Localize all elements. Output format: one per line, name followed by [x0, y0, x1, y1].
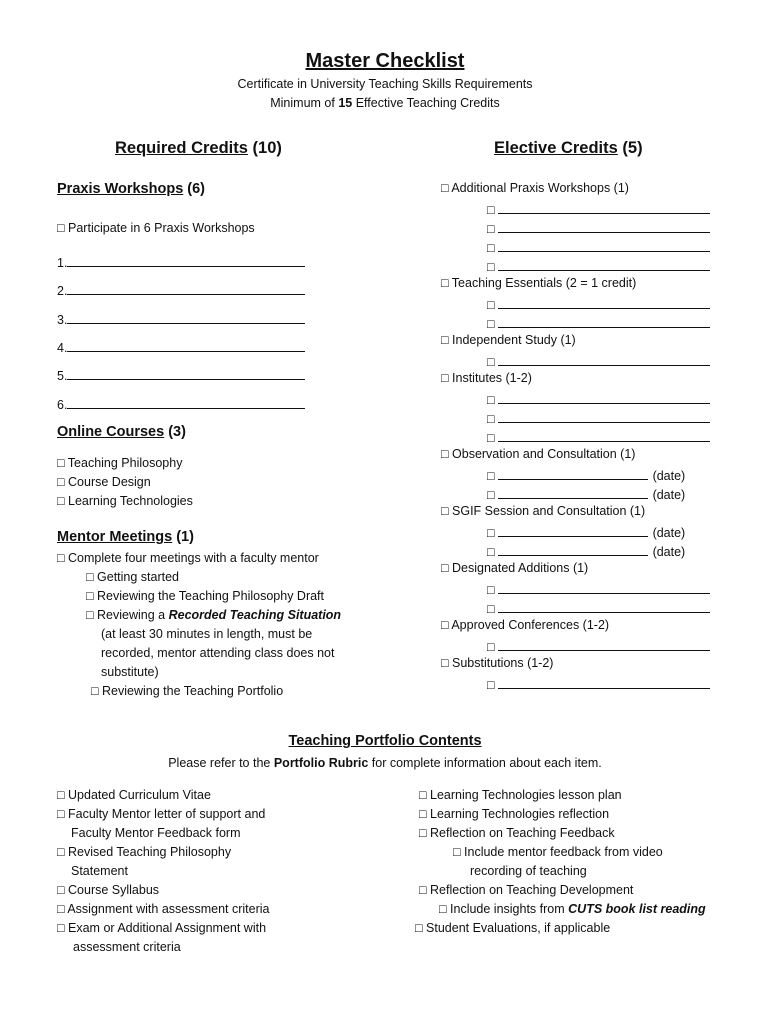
elective-group-checkbox[interactable]: □ SGIF Session and Consultation (1): [441, 504, 646, 518]
portfolio-mentor-feedback-checkbox[interactable]: □ Include mentor feedback from video: [453, 845, 663, 859]
elective-group-checkbox[interactable]: □ Designated Additions (1): [441, 561, 589, 575]
entry-checkbox[interactable]: □: [487, 355, 495, 369]
recorded-situation-pre: □ Reviewing a: [86, 608, 169, 622]
elective-group-checkbox[interactable]: □ Institutes (1-2): [441, 371, 532, 385]
credit-requirement-pre: Minimum of: [270, 96, 339, 110]
entry-checkbox[interactable]: □: [487, 678, 495, 692]
online-courses-heading: [57, 424, 186, 440]
workshop-line-6[interactable]: [57, 395, 305, 412]
entry-checkbox[interactable]: □: [487, 412, 495, 426]
entry-checkbox[interactable]: □: [487, 298, 495, 312]
entry-blank-line[interactable]: [498, 523, 648, 537]
entry-blank-line[interactable]: [498, 200, 710, 214]
entry-blank-line[interactable]: [498, 580, 710, 594]
elective-entry-row[interactable]: [487, 390, 710, 407]
portfolio-note-pre: Please refer to the: [168, 756, 274, 770]
entry-checkbox[interactable]: □: [487, 222, 495, 236]
portfolio-student-evaluations-checkbox[interactable]: □ Student Evaluations, if applicable: [415, 921, 611, 935]
mentor-meetings-heading: [57, 529, 194, 545]
entry-blank-line[interactable]: [498, 485, 648, 499]
elective-credits-label: Elective Credits: [494, 139, 618, 157]
credit-requirement: [0, 96, 770, 110]
praxis-workshops-heading: [57, 181, 205, 197]
portfolio-cuts-insights-checkbox[interactable]: [439, 902, 706, 916]
elective-entry-row[interactable]: [487, 257, 710, 274]
workshop-number: 2.: [57, 284, 68, 298]
mentor-meetings-count: (1): [172, 529, 194, 545]
recorded-situation-note-line: substitute): [101, 665, 159, 679]
credit-requirement-post: Effective Teaching Credits: [352, 96, 500, 110]
elective-entry-row[interactable]: [487, 314, 710, 331]
entry-checkbox[interactable]: □: [487, 583, 495, 597]
entry-checkbox[interactable]: □: [487, 526, 495, 540]
elective-entry-row[interactable]: [487, 542, 685, 559]
workshop-line-4[interactable]: [57, 338, 305, 355]
elective-entry-row[interactable]: [487, 428, 710, 445]
workshop-blank[interactable]: [67, 253, 305, 267]
portfolio-note-post: for complete information about each item.: [368, 756, 602, 770]
entry-checkbox[interactable]: □: [487, 640, 495, 654]
portfolio-note: [0, 756, 770, 770]
date-label: (date): [652, 469, 686, 483]
elective-entry-row[interactable]: [487, 466, 685, 483]
elective-entry-row[interactable]: [487, 599, 710, 616]
workshop-line-5[interactable]: [57, 366, 305, 383]
entry-blank-line[interactable]: [498, 238, 710, 252]
entry-checkbox[interactable]: □: [487, 488, 495, 502]
entry-blank-line[interactable]: [498, 542, 648, 556]
mentor-meetings-checkbox[interactable]: □ Complete four meetings with a faculty mentor: [57, 551, 319, 565]
elective-group-checkbox[interactable]: □ Additional Praxis Workshops (1): [441, 181, 629, 195]
elective-entry-row[interactable]: [487, 295, 710, 312]
entry-checkbox[interactable]: □: [487, 602, 495, 616]
portfolio-lesson-plan-checkbox[interactable]: □ Learning Technologies lesson plan: [419, 788, 622, 802]
entry-blank-line[interactable]: [498, 390, 710, 404]
workshop-blank[interactable]: [67, 395, 305, 409]
workshop-blank[interactable]: [67, 281, 305, 295]
workshop-number: 4.: [57, 341, 68, 355]
course-learning-technologies-checkbox[interactable]: □ Learning Technologies: [57, 494, 193, 508]
elective-entry-row[interactable]: [487, 352, 710, 369]
entry-blank-line[interactable]: [498, 675, 710, 689]
entry-blank-line[interactable]: [498, 428, 710, 442]
portfolio-feedback-reflection-checkbox[interactable]: □ Reflection on Teaching Feedback: [419, 826, 615, 840]
date-label: (date): [652, 488, 686, 502]
entry-blank-line[interactable]: [498, 466, 648, 480]
elective-credits-count: (5): [617, 139, 643, 157]
entry-blank-line[interactable]: [498, 599, 710, 613]
entry-checkbox[interactable]: □: [487, 241, 495, 255]
workshop-number: 6.: [57, 398, 68, 412]
entry-blank-line[interactable]: [498, 314, 710, 328]
page-subtitle: Certificate in University Teaching Skills Requirements: [237, 77, 533, 91]
portfolio-exam-checkbox[interactable]: □ Exam or Additional Assignment with: [57, 921, 267, 935]
elective-group-checkbox[interactable]: □ Teaching Essentials (2 = 1 credit): [441, 276, 637, 290]
workshop-line-2[interactable]: [57, 281, 305, 298]
elective-entry-row[interactable]: [487, 485, 685, 502]
portfolio-mentor-letter-checkbox[interactable]: □ Faculty Mentor letter of support and: [57, 807, 266, 821]
elective-group-checkbox[interactable]: □ Independent Study (1): [441, 333, 576, 347]
mentor-philosophy-draft-checkbox[interactable]: □ Reviewing the Teaching Philosophy Draft: [86, 589, 325, 603]
elective-credits-heading: [494, 139, 643, 158]
entry-checkbox[interactable]: □: [487, 317, 495, 331]
workshop-blank[interactable]: [67, 366, 305, 380]
mentor-teaching-portfolio-checkbox[interactable]: □ Reviewing the Teaching Portfolio: [91, 684, 284, 698]
praxis-workshops-count: (6): [183, 181, 206, 197]
elective-entry-row[interactable]: [487, 219, 710, 236]
entry-checkbox[interactable]: □: [487, 393, 495, 407]
portfolio-item-continuation: assessment criteria: [73, 940, 181, 954]
portfolio-item-continuation: recording of teaching: [470, 864, 587, 878]
recorded-situation-emphasis: Recorded Teaching Situation: [168, 608, 342, 622]
required-credits-heading: [115, 139, 282, 158]
portfolio-heading: Teaching Portfolio Contents: [288, 733, 482, 749]
recorded-situation-note-line: (at least 30 minutes in length, must be: [101, 627, 313, 641]
date-label: (date): [652, 545, 686, 559]
elective-entry-row[interactable]: [487, 409, 710, 426]
portfolio-development-reflection-checkbox[interactable]: □ Reflection on Teaching Development: [419, 883, 634, 897]
course-teaching-philosophy-checkbox[interactable]: □ Teaching Philosophy: [57, 456, 183, 470]
elective-group-checkbox[interactable]: □ Approved Conferences (1-2): [441, 618, 610, 632]
elective-entry-row[interactable]: [487, 523, 685, 540]
mentor-recorded-situation-checkbox[interactable]: [86, 608, 341, 622]
cuts-book-list: CUTS book list reading: [568, 902, 706, 916]
entry-blank-line[interactable]: [498, 637, 710, 651]
entry-blank-line[interactable]: [498, 409, 710, 423]
page-title: Master Checklist: [305, 50, 465, 72]
entry-blank-line[interactable]: [498, 352, 710, 366]
workshop-line-1[interactable]: [57, 253, 305, 270]
portfolio-assignment-checkbox[interactable]: □ Assignment with assessment criteria: [57, 902, 270, 916]
elective-entry-row[interactable]: [487, 200, 710, 217]
elective-entry-row[interactable]: [487, 675, 710, 692]
mentor-meetings-label: Mentor Meetings: [57, 529, 173, 545]
online-courses-label: Online Courses: [57, 424, 165, 440]
workshop-number: 1.: [57, 256, 68, 270]
entry-checkbox[interactable]: □: [487, 431, 495, 445]
elective-group-checkbox[interactable]: □ Observation and Consultation (1): [441, 447, 636, 461]
elective-entry-row[interactable]: [487, 238, 710, 255]
portfolio-rubric-reference: Portfolio Rubric: [273, 756, 369, 770]
workshop-number: 3.: [57, 313, 68, 327]
workshop-number: 5.: [57, 369, 68, 383]
entry-blank-line[interactable]: [498, 295, 710, 309]
mentor-getting-started-checkbox[interactable]: □ Getting started: [86, 570, 180, 584]
elective-group-checkbox[interactable]: □ Substitutions (1-2): [441, 656, 554, 670]
entry-blank-line[interactable]: [498, 219, 710, 233]
workshop-blank[interactable]: [67, 338, 305, 352]
portfolio-cv-checkbox[interactable]: □ Updated Curriculum Vitae: [57, 788, 211, 802]
portfolio-item-continuation: Faculty Mentor Feedback form: [71, 826, 241, 840]
entry-blank-line[interactable]: [498, 257, 710, 271]
portfolio-item-continuation: Statement: [71, 864, 128, 878]
portfolio-tech-reflection-checkbox[interactable]: □ Learning Technologies reflection: [419, 807, 610, 821]
portfolio-syllabus-checkbox[interactable]: □ Course Syllabus: [57, 883, 160, 897]
course-design-checkbox[interactable]: □ Course Design: [57, 475, 151, 489]
online-courses-count: (3): [164, 424, 186, 440]
workshop-blank[interactable]: [67, 310, 305, 324]
credit-requirement-number: 15: [338, 96, 353, 110]
entry-checkbox[interactable]: □: [487, 260, 495, 274]
portfolio-philosophy-checkbox[interactable]: □ Revised Teaching Philosophy: [57, 845, 232, 859]
entry-checkbox[interactable]: □: [487, 469, 495, 483]
elective-entry-row[interactable]: [487, 580, 710, 597]
required-credits-label: Required Credits: [115, 139, 248, 157]
participate-praxis-checkbox[interactable]: □ Participate in 6 Praxis Workshops: [57, 221, 255, 235]
required-credits-count: (10): [247, 139, 282, 157]
entry-checkbox[interactable]: □: [487, 545, 495, 559]
entry-checkbox[interactable]: □: [487, 203, 495, 217]
cuts-insights-pre: □ Include insights from: [439, 902, 569, 916]
praxis-workshops-label: Praxis Workshops: [57, 181, 184, 197]
recorded-situation-note-line: recorded, mentor attending class does not: [101, 646, 335, 660]
date-label: (date): [652, 526, 686, 540]
workshop-line-3[interactable]: [57, 310, 305, 327]
elective-entry-row[interactable]: [487, 637, 710, 654]
